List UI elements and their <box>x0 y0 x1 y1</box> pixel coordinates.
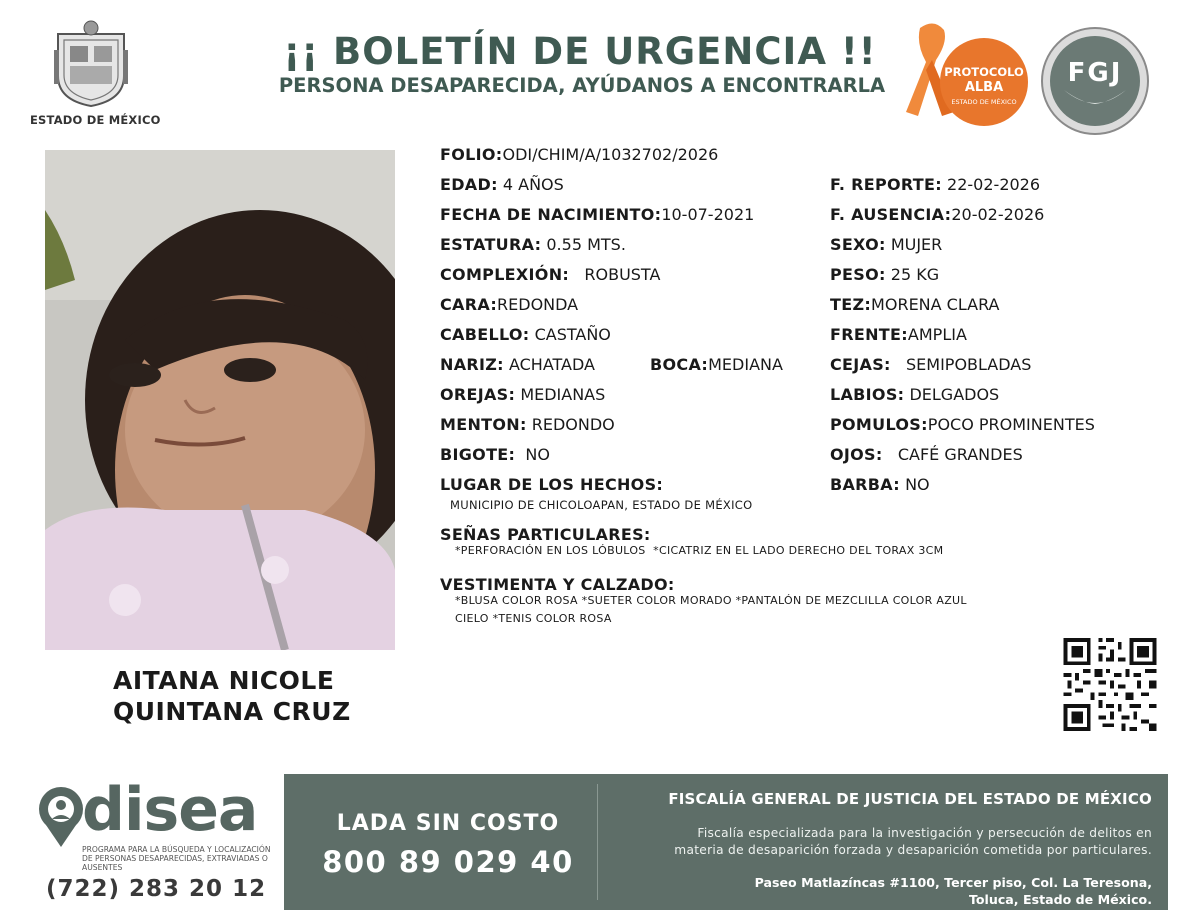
lugar-heading: LUGAR DE LOS HECHOS: <box>440 475 664 494</box>
field-barba: BARBA: NO <box>830 475 930 494</box>
fiscalia-address-line1: Paseo Matlazíncas #1100, Tercer piso, Col. La Teresona, <box>754 875 1152 890</box>
person-name-line2: QUINTANA CRUZ <box>113 697 351 726</box>
person-name <box>113 665 351 727</box>
field-peso: PESO: 25 KG <box>830 265 940 284</box>
odisea-tagline: PROGRAMA PARA LA BÚSQUEDA Y LOCALIZACIÓN DE PERSONAS DESAPARECIDAS, EXTRAVIADAS O AUSENTES <box>82 845 271 872</box>
field-pomulos: POMULOS:POCO PROMINENTES <box>830 415 1095 434</box>
field-fecha-ausencia: F. AUSENCIA:20-02-2026 <box>830 205 1045 224</box>
field-ojos: OJOS: CAFÉ GRANDES <box>830 445 1023 464</box>
bulletin-subtitle: PERSONA DESAPARECIDA, AYÚDANOS A ENCONTRARLA <box>278 74 886 97</box>
senas-value: *PERFORACIÓN EN LOS LÓBULOS *CICATRIZ EN EL LADO DERECHO DEL TORAX 3CM <box>455 544 944 557</box>
vestimenta-line2: CIELO *TENIS COLOR ROSA <box>455 612 612 625</box>
fiscalia-description <box>604 825 1152 859</box>
missing-person-photo <box>45 150 395 650</box>
field-cara: CARA:REDONDA <box>440 295 579 314</box>
fgj-logo <box>1040 26 1150 136</box>
field-labios: LABIOS: DELGADOS <box>830 385 1000 404</box>
bulletin-title: ¡¡ BOLETÍN DE URGENCIA !! <box>283 30 877 73</box>
state-label: ESTADO DE MÉXICO <box>30 113 161 127</box>
field-menton: MENTON: REDONDO <box>440 415 615 434</box>
odisea-wordmark: disea <box>82 775 258 845</box>
protocolo-alba-logo <box>898 20 1028 135</box>
person-name-line1: AITANA NICOLE <box>113 666 335 695</box>
senas-heading: SEÑAS PARTICULARES: <box>440 525 651 544</box>
odisea-phone[interactable]: (722) 283 20 12 <box>46 876 267 902</box>
lugar-value: MUNICIPIO DE CHICOLOAPAN, ESTADO DE MÉXICO <box>450 498 753 512</box>
lada-phone-number[interactable]: 800 89 029 40 <box>322 845 574 879</box>
fiscalia-address <box>604 874 1152 908</box>
vestimenta-line1: *BLUSA COLOR ROSA *SUETER COLOR MORADO *PANTALÓN DE MEZCLILLA COLOR AZUL <box>455 594 967 607</box>
alba-line1: PROTOCOLO <box>944 65 1024 79</box>
field-fecha-reporte: F. REPORTE: 22-02-2026 <box>830 175 1041 194</box>
alba-line3: ESTADO DE MÉXICO <box>951 98 1017 106</box>
fiscalia-name: FISCALÍA GENERAL DE JUSTICIA DEL ESTADO DE MÉXICO <box>668 790 1152 808</box>
field-nariz: NARIZ: ACHATADA <box>440 355 595 374</box>
field-edad: EDAD: 4 AÑOS <box>440 175 564 194</box>
location-pin-icon <box>36 785 86 847</box>
fiscalia-address-line2: Toluca, Estado de México. <box>968 892 1152 907</box>
field-cejas: CEJAS: SEMIPOBLADAS <box>830 355 1032 374</box>
fgj-logo-text: FGJ <box>1067 58 1123 88</box>
field-sexo: SEXO: MUJER <box>830 235 943 254</box>
fiscalia-description-line1: Fiscalía especializada para la investigación y persecución de delitos en <box>697 826 1152 840</box>
footer-divider <box>597 784 598 900</box>
field-frente: FRENTE:AMPLIA <box>830 325 967 344</box>
field-orejas: OREJAS: MEDIANAS <box>440 385 606 404</box>
field-bigote: BIGOTE: NO <box>440 445 550 464</box>
vestimenta-heading: VESTIMENTA Y CALZADO: <box>440 575 675 594</box>
field-boca: BOCA:MEDIANA <box>650 355 783 374</box>
qr-code[interactable] <box>1062 638 1158 731</box>
field-folio: FOLIO:ODI/CHIM/A/1032702/2026 <box>440 145 719 164</box>
alba-line2: ALBA <box>964 80 1004 95</box>
field-complexion: COMPLEXIÓN: ROBUSTA <box>440 265 661 284</box>
field-tez: TEZ:MORENA CLARA <box>830 295 1000 314</box>
field-cabello: CABELLO: CASTAÑO <box>440 325 611 344</box>
estado-de-mexico-seal <box>52 20 130 108</box>
lada-label: LADA SIN COSTO <box>336 811 560 836</box>
field-estatura: ESTATURA: 0.55 MTS. <box>440 235 626 254</box>
field-fecha-nacimiento: FECHA DE NACIMIENTO:10-07-2021 <box>440 205 755 224</box>
fiscalia-description-line2: materia de desaparición forzada y desaparición cometida por particulares. <box>674 843 1152 857</box>
